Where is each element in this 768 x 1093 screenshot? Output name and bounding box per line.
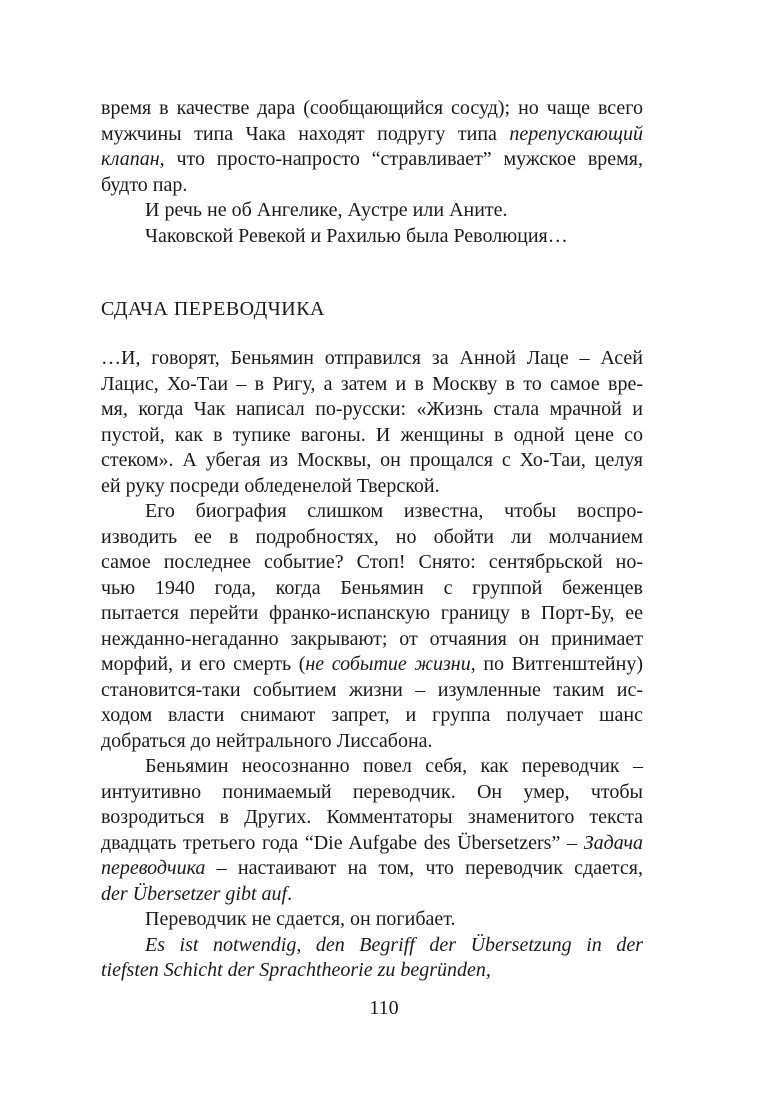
text-run: – настаивают на том, что переводчик сдается, [205,857,643,879]
text-run: стеком». А убегая из Москвы, он прощался с Хо-Таи, целуя [101,449,643,471]
italic-run: перепускающий [509,122,643,145]
text-run: И речь не об Ангелике, Аустре или Аните. [145,199,508,221]
page-number: 110 [369,997,399,1019]
text-line [101,933,643,959]
italic-run: Задача [583,831,643,854]
text-run: Переводчик не сдается, он погибает. [145,908,456,930]
text-line [101,96,643,122]
text-run: . [287,882,293,905]
text-run: ходом власти снимают запрет, и группа получает шанс [101,704,643,726]
top-paragraph [101,96,643,249]
text-line [101,703,643,729]
text-run: мя, когда Чак написал по-русски: «Жизнь стала мрачной и [101,398,643,420]
text-line [101,576,643,602]
text-line [101,550,643,576]
text-line [101,147,643,173]
section-heading: СДАЧА ПЕРЕВОДЧИКА [101,298,325,320]
text-run: будто пар. [101,173,188,196]
text-line [101,198,643,224]
text-run: морфий, и его смерть ( [101,653,306,675]
text-line [101,499,643,525]
text-line [101,780,643,806]
text-line [101,882,643,908]
text-run: Лацис, Хо-Таи – в Ригу, а затем и в Москву в то самое вре- [101,372,643,395]
text-line [101,856,643,882]
text-line [101,601,643,627]
body-text [101,346,643,984]
italic-run: der Übersetzer gibt auf [101,882,288,905]
text-run: становится-таки событием жизни – изумленные таким ис- [101,678,643,701]
text-line [101,729,643,755]
text-line [101,448,643,474]
text-run: самое последнее событие? Стоп! Снято: сентябрьской но- [101,551,643,573]
text-run: пустой, как в тупике вагоны. И женщины в одной цене со [101,423,643,446]
text-line [101,122,643,148]
text-run: Беньямин неосознанно повел себя, как переводчик – [145,755,643,777]
text-run: чью 1940 года, когда Беньямин с группой беженцев [101,576,643,599]
text-run: возродиться в Других. Комментаторы знаменитого текста [101,806,643,828]
text-line [101,805,643,831]
text-run: Чаковской Ревекой и Рахилью была Революция… [145,224,568,247]
text-line [101,224,643,250]
text-line [101,958,643,984]
text-line [101,372,643,398]
italic-run: клапан [101,148,160,170]
italic-run: не событие жизни [305,653,471,675]
text-run: двадцать третьего года “Die Aufgabe des Übersetzers” – [101,831,584,854]
text-run: интуитивно понимаемый переводчик. Он умер, чтобы [101,780,643,803]
italic-run: Es ist notwendig, den Begriff der Übersetzung in der [145,933,643,956]
text-line [101,831,643,857]
text-run: нежданно-негаданно закрывают; от отчаяния он принимает [101,627,643,650]
text-line [101,173,643,199]
text-line [101,754,643,780]
text-line [101,907,643,933]
text-run: , что просто-напросто “стравливает” мужское время, [159,148,643,170]
text-run: время в качестве дара (сообщающийся сосуд); но чаще всего [101,97,643,119]
text-run: изводить ее в подробностях, но обойти ли молчанием [101,525,643,548]
text-run: мужчины типа Чака находят подругу типа [101,122,510,145]
italic-run: tiefsten Schicht der Sprachtheorie zu begründen, [101,959,491,981]
text-line [101,397,643,423]
text-run: добраться до нейтрального Лиссабона. [101,729,433,752]
text-line [101,423,643,449]
text-line [101,627,643,653]
text-line [101,525,643,551]
text-line [101,346,643,372]
text-run: Его биография слишком известна, чтобы воспро- [145,500,643,522]
text-run: ей руку посреди обледенелой Тверской. [101,474,440,497]
italic-run: переводчика [101,857,206,879]
text-line [101,678,643,704]
text-line [101,652,643,678]
text-run: пытается перейти франко-испанскую границу в Порт-Бу, ее [101,602,643,624]
text-run: …И, говорят, Беньямин отправился за Анной Лаце – Асей [101,347,643,369]
text-line [101,474,643,500]
text-run: , по Витгенштейну) [470,653,643,675]
